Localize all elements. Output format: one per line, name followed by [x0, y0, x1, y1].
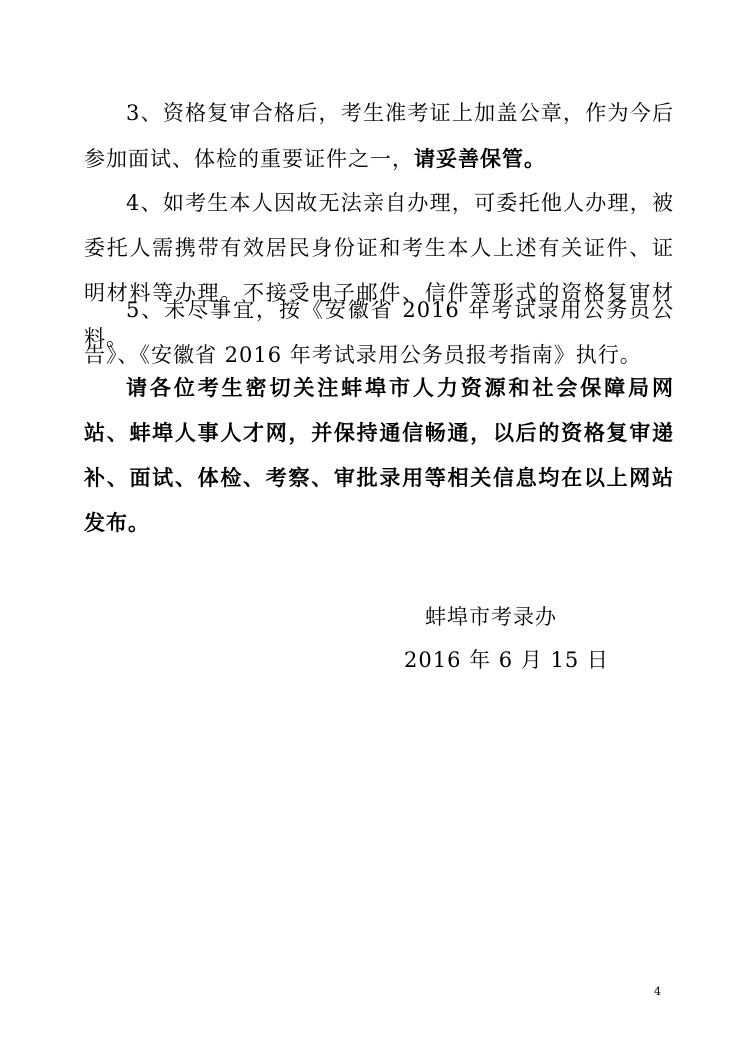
page-number: 4: [654, 985, 661, 998]
paragraph-item-3-text: 3、资格复审合格后，考生准考证上加盖公章，作为今后参加面试、体检的重要证件之一，: [84, 101, 674, 171]
signature-organization: 蚌埠市考录办: [425, 605, 557, 629]
paragraph-item-5: 5、未尽事宜，按《安徽省 2016 年考试录用公务员公告》、《安徽省 2016 年考试录用公务员报考指南》执行。: [84, 298, 674, 367]
paragraph-item-4: 4、如考生本人因故无法亲自办理，可委托他人办理，被委托人需携带有效居民身份证和考生本人上述有关证件、证明材料等办理。不接受电子邮件、信件等形式的资格复审材料。: [84, 191, 674, 350]
signature-date: 2016 年 6 月 15 日: [404, 648, 609, 672]
paragraph-item-3-emphasis: 请妥善保管。: [414, 146, 546, 171]
paragraph-item-3: [84, 91, 674, 182]
paragraph-notice: 请各位考生密切关注蚌埠市人力资源和社会保障局网站、蚌埠人事人才网，并保持通信畅通，以后的资格复审递补、面试、体检、考察、审批录用等相关信息均在以上网站发布。: [84, 375, 674, 535]
